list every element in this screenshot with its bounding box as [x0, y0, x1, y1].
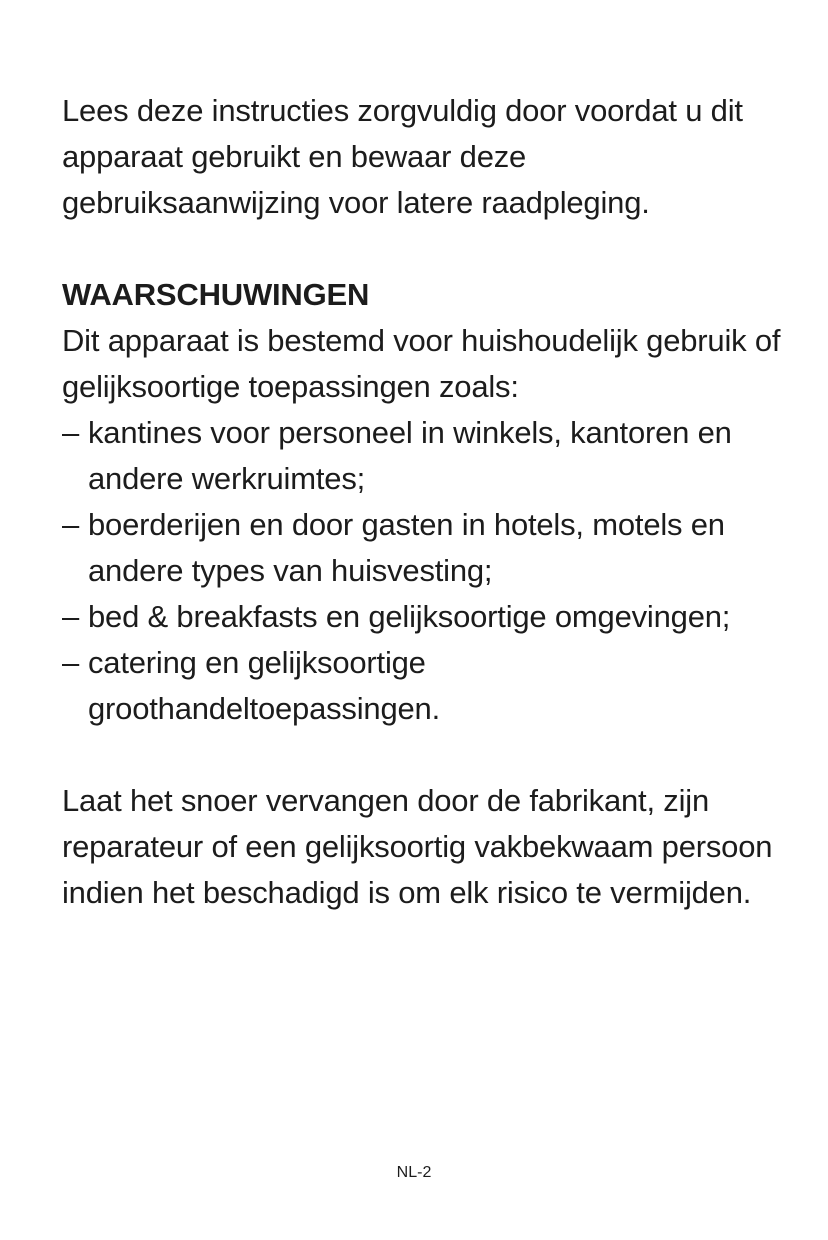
- list-item: [62, 640, 782, 732]
- list-item-text: catering en gelijksoortige groothandeltoepassingen.: [88, 645, 440, 726]
- cord-notice-paragraph: Laat het snoer vervangen door de fabrikant, zijn reparateur of een gelijksoortig vakbekwaam persoon indien het beschadigd is om elk risico te vermijden.: [62, 783, 773, 910]
- usage-list: [62, 410, 782, 732]
- list-item-text: kantines voor personeel in winkels, kantoren en andere werkruimtes;: [88, 415, 732, 496]
- dash-bullet: –: [62, 645, 80, 680]
- page-number: NL-2: [396, 1164, 432, 1181]
- list-item-text: bed & breakfasts en gelijksoortige omgevingen;: [88, 599, 731, 634]
- intro-paragraph: Lees deze instructies zorgvuldig door voordat u dit apparaat gebruikt en bewaar deze gebruiksaanwijzing voor latere raadpleging.: [62, 93, 743, 220]
- list-item: [62, 502, 782, 594]
- warnings-lead: Dit apparaat is bestemd voor huishoudelijk gebruik of gelijksoortige toepassingen zoals:: [62, 323, 781, 404]
- document-body: [62, 88, 782, 916]
- dash-bullet: –: [62, 415, 80, 450]
- warnings-heading: WAARSCHUWINGEN: [62, 277, 370, 312]
- list-item: [62, 594, 782, 640]
- list-item: [62, 410, 782, 502]
- dash-bullet: –: [62, 599, 80, 634]
- list-item-text: boerderijen en door gasten in hotels, motels en andere types van huisvesting;: [88, 507, 725, 588]
- dash-bullet: –: [62, 507, 80, 542]
